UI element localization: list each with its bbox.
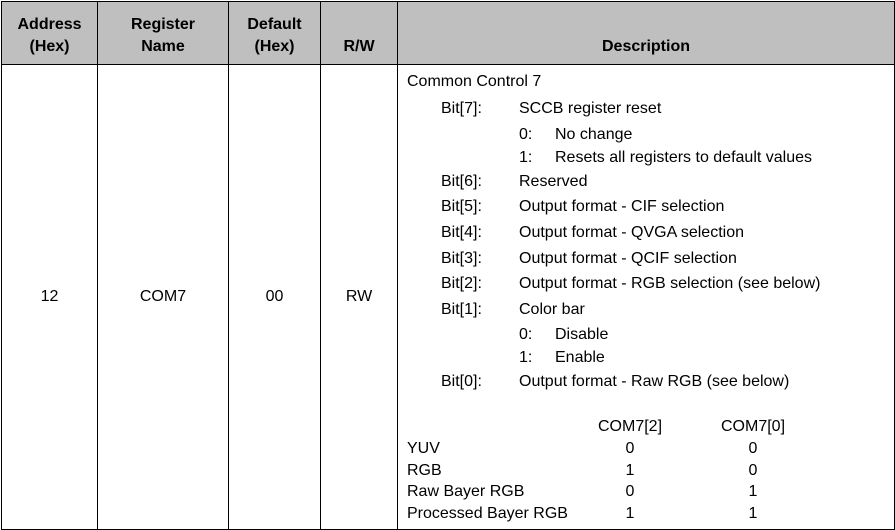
- header-rw: R/W: [321, 2, 398, 65]
- bit-option-text: No change: [555, 126, 633, 143]
- bit-label: Bit[5]:: [441, 198, 482, 215]
- format-value: 1: [625, 462, 635, 479]
- cell-register-name: COM7: [98, 65, 229, 530]
- bit-label: Bit[2]:: [441, 275, 482, 292]
- description-content: [398, 65, 894, 529]
- bit-description: Output format - RGB selection (see below): [519, 275, 821, 292]
- format-value: 1: [625, 505, 635, 522]
- format-value: 0: [625, 440, 635, 457]
- format-value: 0: [625, 483, 635, 500]
- bit-description: Color bar: [519, 301, 585, 318]
- cell-default: 00: [229, 65, 321, 530]
- format-row-name: YUV: [407, 440, 440, 457]
- bit-description: Output format - QVGA selection: [519, 224, 744, 241]
- bit-label: Bit[6]:: [441, 173, 482, 190]
- cell-address: 12: [2, 65, 98, 530]
- format-row-name: Processed Bayer RGB: [407, 505, 568, 522]
- bit-description: Output format - Raw RGB (see below): [519, 373, 790, 390]
- header-default: Default (Hex): [229, 2, 321, 65]
- bit-description: Reserved: [519, 173, 588, 190]
- bit-option-text: Enable: [555, 349, 605, 366]
- bit-option-code: 0:: [519, 126, 533, 143]
- bit-label: Bit[0]:: [441, 373, 482, 390]
- format-column-header: COM7[0]: [720, 418, 786, 435]
- bit-option-code: 1:: [519, 349, 533, 366]
- bit-option-code: 1:: [519, 149, 533, 166]
- bit-label: Bit[7]:: [441, 100, 482, 117]
- format-column-header: COM7[2]: [597, 418, 663, 435]
- cell-description: [398, 65, 895, 530]
- bit-option-code: 0:: [519, 326, 533, 343]
- bit-label: Bit[4]:: [441, 224, 482, 241]
- header-description: Description: [398, 2, 895, 65]
- format-row-name: RGB: [407, 462, 442, 479]
- bit-label: Bit[1]:: [441, 301, 482, 318]
- format-value: 0: [748, 462, 758, 479]
- bit-option-text: Disable: [555, 326, 609, 343]
- register-table: [1, 1, 895, 530]
- header-address: Address (Hex): [2, 2, 98, 65]
- format-row-name: Raw Bayer RGB: [407, 483, 525, 500]
- format-value: 1: [748, 483, 758, 500]
- bit-label: Bit[3]:: [441, 250, 482, 267]
- header-register-name: Register Name: [98, 2, 229, 65]
- bit-description: SCCB register reset: [519, 100, 662, 117]
- header-row: [2, 2, 895, 65]
- bit-description: Output format - QCIF selection: [519, 250, 737, 267]
- cell-rw: RW: [321, 65, 398, 530]
- format-value: 0: [748, 440, 758, 457]
- bit-option-text: Resets all registers to default values: [555, 149, 813, 166]
- register-row: [2, 65, 895, 530]
- format-value: 1: [748, 505, 758, 522]
- description-title: Common Control 7: [407, 73, 542, 90]
- bit-description: Output format - CIF selection: [519, 198, 725, 215]
